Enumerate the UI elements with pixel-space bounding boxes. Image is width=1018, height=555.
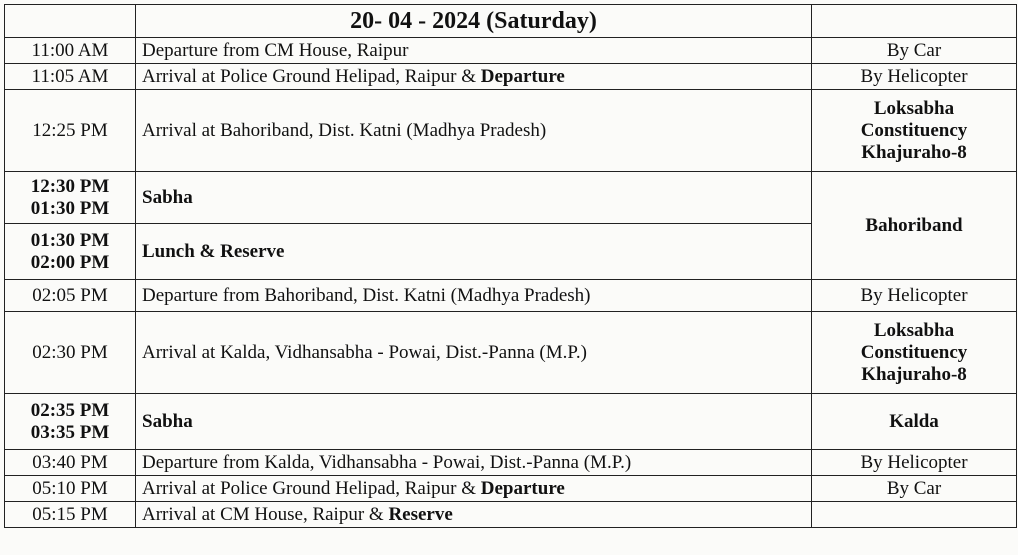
time-line: 02:35 PM <box>30 399 110 421</box>
description-bold-text: Reserve <box>388 503 453 525</box>
time-line: 02:00 PM <box>30 251 110 273</box>
time-cell: 12:25 PM <box>5 90 136 172</box>
description-cell <box>136 64 812 90</box>
header-blank-cell <box>812 5 1017 38</box>
description-text: Arrival at Police Ground Helipad, Raipur & <box>142 65 481 87</box>
mode-cell: By Car <box>812 38 1017 64</box>
time-line: 01:30 PM <box>30 197 110 219</box>
time-cell: 02:05 PM <box>5 280 136 312</box>
table-row <box>5 90 1017 172</box>
table-row <box>5 502 1017 528</box>
description-text: Arrival at CM House, Raipur & <box>142 503 389 525</box>
mode-line: Khajuraho-8 <box>861 141 967 163</box>
description-cell: Departure from Kalda, Vidhansabha - Powai, Dist.-Panna (M.P.) <box>136 450 812 476</box>
time-line: 03:35 PM <box>30 421 110 443</box>
description-cell <box>136 476 812 502</box>
mode-cell: Kalda <box>812 394 1017 450</box>
mode-cell: By Car <box>812 476 1017 502</box>
time-cell: 05:15 PM <box>5 502 136 528</box>
description-cell <box>136 502 812 528</box>
table-row <box>5 450 1017 476</box>
time-line: 12:30 PM <box>30 175 110 197</box>
description-cell: Departure from Bahoriband, Dist. Katni (Madhya Pradesh) <box>136 280 812 312</box>
header-blank-cell <box>5 5 136 38</box>
mode-line: Loksabha <box>873 97 955 119</box>
time-cell <box>5 224 136 280</box>
time-line: 01:30 PM <box>30 229 110 251</box>
table-row <box>5 280 1017 312</box>
time-cell: 02:30 PM <box>5 312 136 394</box>
time-cell: 11:05 AM <box>5 64 136 90</box>
description-cell: Departure from CM House, Raipur <box>136 38 812 64</box>
time-cell: 05:10 PM <box>5 476 136 502</box>
table-row <box>5 476 1017 502</box>
time-cell <box>5 394 136 450</box>
description-text: Arrival at Police Ground Helipad, Raipur & <box>142 477 481 499</box>
table-row <box>5 394 1017 450</box>
description-cell: Lunch & Reserve <box>136 224 812 280</box>
description-cell: Arrival at Kalda, Vidhansabha - Powai, Dist.-Panna (M.P.) <box>136 312 812 394</box>
mode-line: Loksabha <box>873 319 955 341</box>
description-cell: Sabha <box>136 394 812 450</box>
mode-cell-merged: Bahoriband <box>812 172 1017 280</box>
mode-cell <box>812 312 1017 394</box>
mode-line: Constituency <box>860 119 968 141</box>
description-bold-text: Departure <box>480 65 565 87</box>
table-row <box>5 64 1017 90</box>
header-row <box>5 5 1017 38</box>
table-row <box>5 172 1017 224</box>
mode-cell: By Helicopter <box>812 450 1017 476</box>
time-cell <box>5 172 136 224</box>
time-cell: 11:00 AM <box>5 38 136 64</box>
table-row <box>5 38 1017 64</box>
mode-line: Khajuraho-8 <box>861 363 967 385</box>
date-heading: 20- 04 - 2024 (Saturday) <box>136 5 812 38</box>
time-cell: 03:40 PM <box>5 450 136 476</box>
description-bold-text: Departure <box>480 477 565 499</box>
mode-cell <box>812 90 1017 172</box>
description-cell: Sabha <box>136 172 812 224</box>
description-cell: Arrival at Bahoriband, Dist. Katni (Madhya Pradesh) <box>136 90 812 172</box>
schedule-table <box>4 4 1017 528</box>
mode-cell: By Helicopter <box>812 64 1017 90</box>
mode-cell: By Helicopter <box>812 280 1017 312</box>
table-row <box>5 312 1017 394</box>
mode-line: Constituency <box>860 341 968 363</box>
mode-cell <box>812 502 1017 528</box>
